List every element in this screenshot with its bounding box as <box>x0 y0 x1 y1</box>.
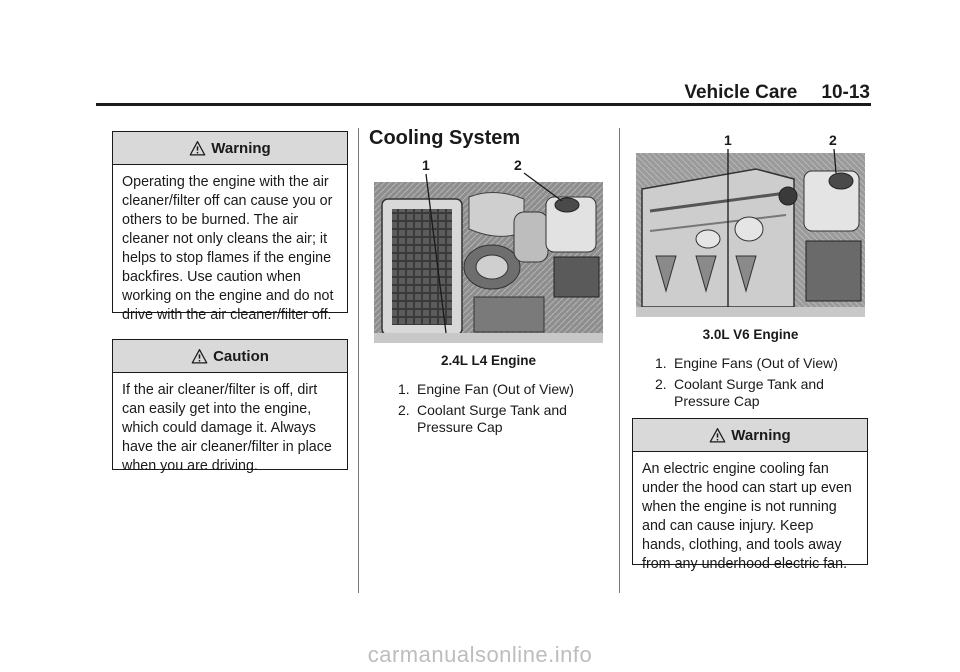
column-divider-2 <box>619 128 620 593</box>
page-number: 10-13 <box>821 82 870 103</box>
warning-header <box>113 132 347 165</box>
caution-box-air-cleaner <box>112 339 348 474</box>
callout-1: 1 <box>422 157 430 173</box>
section-title: Cooling System <box>369 127 521 149</box>
warning-title: Warning <box>211 139 271 157</box>
parts-list-3-0l <box>655 355 865 414</box>
warning-title: Warning <box>731 426 791 444</box>
warning-triangle-icon <box>189 140 206 157</box>
warning-triangle-icon <box>709 427 726 444</box>
callout-1: 1 <box>724 132 732 148</box>
list-item: 2. Coolant Surge Tank and Pressure Cap <box>655 376 824 409</box>
list-item: 2. Coolant Surge Tank and Pressure Cap <box>398 402 567 435</box>
warning-header <box>633 419 867 452</box>
section-name: Vehicle Care <box>684 82 798 103</box>
column-divider-1 <box>358 128 359 593</box>
warning-text: An electric engine cooling fan under the hood can start up even when the engine is not running and can cause injury. Keep hands, clothing, and tools away from any underhood electric fan. <box>642 461 852 572</box>
caution-triangle-icon <box>191 348 208 365</box>
engine-photo-3-0l <box>636 131 865 317</box>
warning-text: Operating the engine with the air cleaner/filter off can cause you or others to be burned. The air cleaner not only cleans the air; it helps to stop flames if the engine backfires. Use caution when working on the engine and do not drive with the air cleaner/filter off. <box>122 174 334 323</box>
caution-text: If the air cleaner/filter is off, dirt can easily get into the engine, which could damage it. Always have the air cleaner/filter in place when you are driving. <box>122 382 332 474</box>
warning-box-cooling-fan <box>632 418 868 572</box>
callout-2: 2 <box>829 132 837 148</box>
figure-caption-3-0l: 3.0L V6 Engine <box>702 327 799 342</box>
warning-box-air-cleaner <box>112 131 348 323</box>
figure-caption-2-4l: 2.4L L4 Engine <box>440 353 537 368</box>
engine-photo-2-4l <box>374 157 603 343</box>
footer-watermark: carmanualsonline.info <box>367 642 593 667</box>
header-rule <box>96 103 871 106</box>
list-item: 1. Engine Fan (Out of View) <box>398 381 574 397</box>
parts-list-2-4l <box>398 381 608 440</box>
list-item: 1. Engine Fans (Out of View) <box>655 355 838 371</box>
caution-title: Caution <box>213 347 269 365</box>
page-header <box>0 82 870 104</box>
caution-header <box>113 340 347 373</box>
callout-2: 2 <box>514 157 522 173</box>
